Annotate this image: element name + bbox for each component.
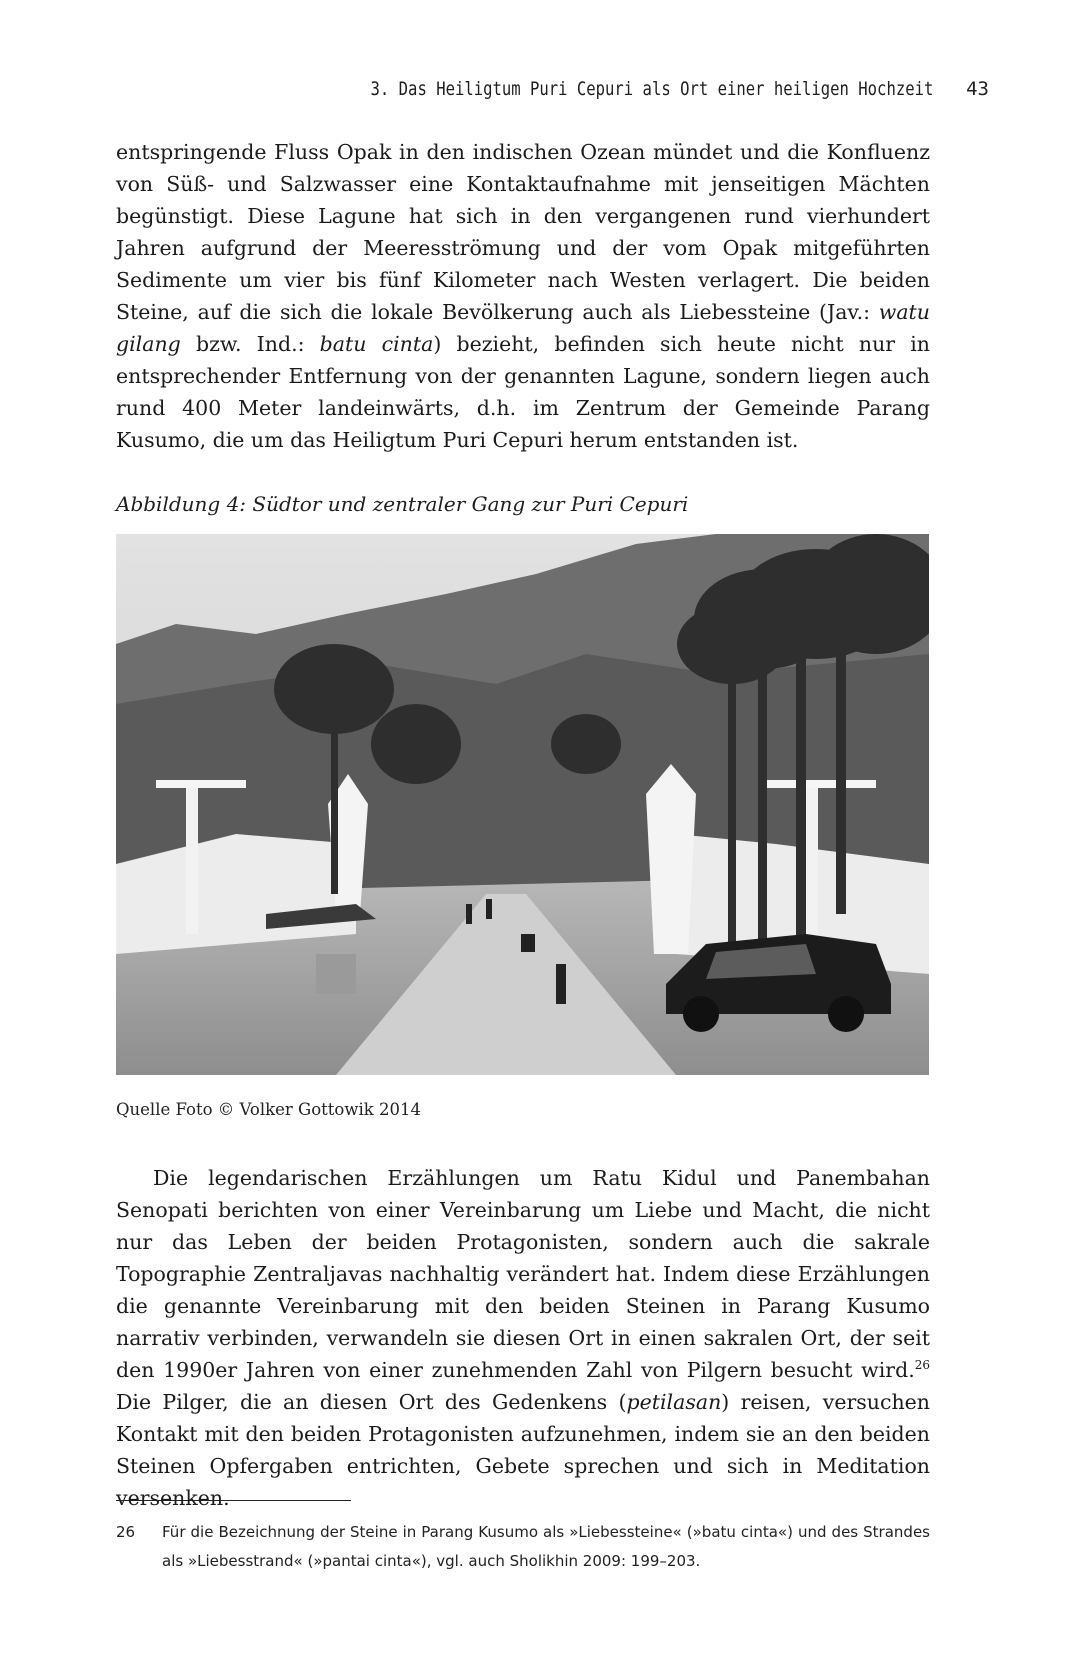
running-title: 3. Das Heiligtum Puri Cepuri als Ort einer heiligen Hochzeit — [370, 78, 933, 100]
paragraph-2-italic-petilasan: petilasan — [626, 1390, 722, 1414]
paragraph-2-text-c: ) reisen, versuchen Kontakt mit den beiden Protagonisten aufzunehmen, indem sie an den beiden Steinen Opfergaben entrichten, Gebete sprechen und sich in Meditation versenken. — [116, 1390, 930, 1510]
paragraph-1-text-a: entspringende Fluss Opak in den indischen Ozean mündet und die Konfluenz von Süß- und Salzwasser eine Kontaktaufnahme mit jenseitigen Mächten begünstigt. Diese Lagune hat sich in den vergangenen rund vierhundert Jahren aufgrund der Meeresströmung und der vom Opak mitgeführten Sedimente um vier bis fünf Kilometer nach Westen verlagert. Die beiden Steine, auf die sich die lokale Bevölkerung auch als Liebessteine (Jav.: — [116, 140, 930, 324]
paragraph-1-text-c: ) bezieht, befinden sich heute nicht nur in entsprechender Entfernung von der genannten Lagune, sondern liegen auch rund 400 Meter landeinwärts, d.h. im Zentrum der Gemeinde Parang Kusumo, die um das Heiligtum Puri Cepuri herum entstanden ist. — [116, 332, 930, 452]
paragraph-1-italic-watu-gilang: watu gilang — [116, 300, 930, 356]
paragraph-1-text-b: bzw. Ind.: — [180, 332, 320, 356]
page-number: 43 — [966, 78, 989, 100]
footnote-divider — [116, 1500, 351, 1501]
running-header — [116, 78, 989, 108]
paragraph-2 — [116, 1162, 930, 1514]
figure-caption: Abbildung 4: Südtor und zentraler Gang zur Puri Cepuri — [116, 492, 689, 516]
footnote-reference-26[interactable]: 26 — [914, 1358, 930, 1373]
paragraph-1-italic-batu-cinta: batu cinta — [319, 332, 434, 356]
paragraph-1 — [116, 136, 930, 456]
figure-photo-south-gate — [116, 534, 929, 1075]
paragraph-2-text-a: Die legendarischen Erzählungen um Ratu Kidul und Panembahan Senopati berichten von einer Vereinbarung um Liebe und Macht, die nicht nur das Leben der beiden Protagonisten, sondern auch die sakrale Topographie Zentraljavas nachhaltig verändert hat. Indem diese Erzählungen die genannte Vereinbarung mit den beiden Steinen in Parang Kusumo narrativ verbinden, verwandeln sie diesen Ort in einen sakralen Ort, der seit den 1990er Jahren von einer zunehmenden Zahl von Pilgern besucht wird. — [116, 1166, 930, 1382]
photo-source-credit: Quelle Foto © Volker Gottowik 2014 — [116, 1100, 421, 1119]
footnote-text: Für die Bezeichnung der Steine in Parang Kusumo als »Liebessteine« (»batu cinta«) und des Strandes als »Liebesstrand« (»pantai cinta«), vgl. auch Sholikhin 2009: 199–203. — [162, 1523, 930, 1570]
footnote-26 — [116, 1518, 930, 1576]
paragraph-2-text-b: Die Pilger, die an diesen Ort des Gedenkens ( — [116, 1390, 627, 1414]
footnote-number: 26 — [116, 1523, 136, 1541]
